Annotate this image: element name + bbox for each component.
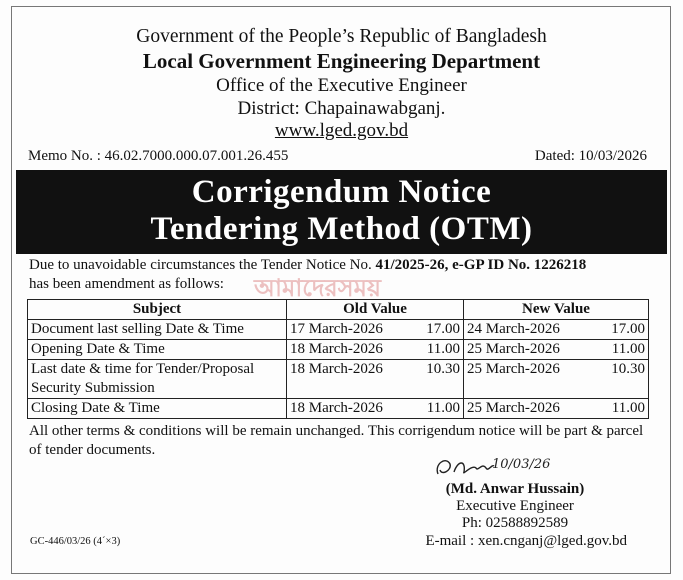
row-new-value (464, 340, 649, 360)
signatory-designation: Executive Engineer (456, 498, 574, 514)
old-date: 17 March-2026 (290, 321, 383, 337)
intro-prefix: Due to unavoidable circumstances the Tender Notice No. (29, 257, 376, 273)
new-time: 10.30 (611, 361, 645, 377)
signatory-name: (Md. Anwar Hussain) (445, 481, 585, 497)
new-date: 24 March-2026 (467, 321, 560, 337)
old-time: 10.30 (426, 361, 460, 377)
old-time: 11.00 (426, 400, 460, 416)
website-link[interactable]: www.lged.gov.bd (274, 120, 409, 141)
row-subject: Opening Date & Time (28, 340, 287, 360)
handwritten-signature (432, 446, 592, 486)
row-new-value (464, 399, 649, 419)
table-header-row (28, 300, 649, 320)
new-date: 25 March-2026 (467, 400, 560, 416)
signature-stroke (437, 461, 494, 474)
signatory-email[interactable]: E-mail : xen.cnganj@lged.gov.bd (425, 533, 627, 549)
row-new-value (464, 360, 649, 399)
row-subject: Document last selling Date & Time (28, 320, 287, 340)
row-old-value (287, 340, 464, 360)
amendment-table (27, 299, 649, 419)
memo-date: Dated: 10/03/2026 (534, 148, 647, 164)
memo-number: Memo No. : 46.02.7000.000.07.001.26.455 (28, 148, 289, 164)
table-row (28, 360, 649, 399)
intro-line2: has been amendment as follows: (29, 276, 224, 292)
old-time: 11.00 (426, 341, 460, 357)
new-time: 11.00 (611, 400, 645, 416)
row-old-value (287, 399, 464, 419)
table-row (28, 340, 649, 360)
tender-reference: 41/2025-26, e-GP ID No. 1226218 (375, 257, 587, 273)
row-subject: Closing Date & Time (28, 399, 287, 419)
row-subject: Last date & time for Tender/Proposal Security Submission (28, 360, 287, 399)
closing-paragraph: All other terms & conditions will be remain unchanged. This corrigendum notice will be part & parcel of tender documents. (29, 423, 644, 458)
row-new-value (464, 320, 649, 340)
signatory-phone: Ph: 02588892589 (461, 515, 569, 531)
old-date: 18 March-2026 (290, 341, 383, 357)
banner-title-line2: Tendering Method (OTM) (150, 211, 533, 247)
signature-date: 10/03/26 (492, 457, 551, 472)
old-date: 18 March-2026 (290, 361, 383, 377)
new-date: 25 March-2026 (467, 341, 560, 357)
row-old-value (287, 320, 464, 340)
government-heading: Government of the People’s Republic of Bangladesh (136, 26, 547, 47)
district-heading: District: Chapainawabganj. (237, 98, 446, 119)
banner-title-line1: Corrigendum Notice (191, 174, 492, 210)
header-subject: Subject (28, 300, 287, 320)
table-row (28, 320, 649, 340)
title-banner (16, 170, 667, 254)
footer-code: GC-446/03/26 (4´×3) (30, 536, 121, 547)
newspaper-watermark: আমাদেরসময় (254, 274, 382, 302)
header-new-value: New Value (464, 300, 649, 320)
new-time: 17.00 (611, 321, 645, 337)
row-old-value (287, 360, 464, 399)
new-date: 25 March-2026 (467, 361, 560, 377)
old-time: 17.00 (426, 321, 460, 337)
department-heading: Local Government Engineering Department (142, 49, 541, 73)
old-date: 18 March-2026 (290, 400, 383, 416)
new-time: 11.00 (611, 341, 645, 357)
table-row (28, 399, 649, 419)
header-old-value: Old Value (287, 300, 464, 320)
office-heading: Office of the Executive Engineer (216, 75, 467, 96)
